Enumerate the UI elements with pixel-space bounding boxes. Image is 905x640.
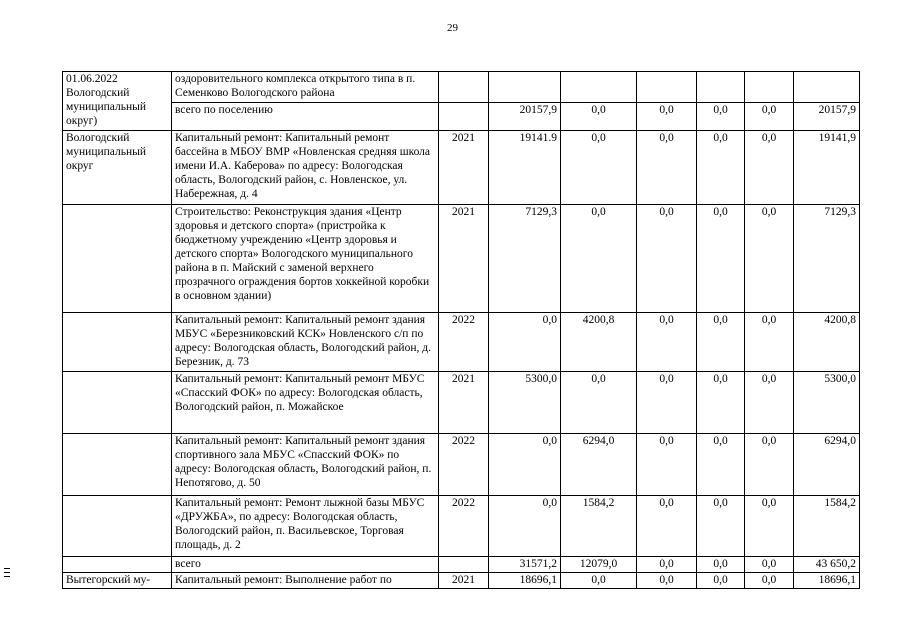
value-cell: 0,0 [561,573,637,589]
value-cell: 0,0 [745,496,794,557]
value-cell: 0,0 [637,131,697,205]
value-cell: 0,0 [697,557,745,573]
total-cell: 19141,9 [794,131,860,205]
year-cell: 2022 [439,313,489,372]
value-cell: 0,0 [637,205,697,313]
description-cell: Капитальный ремонт: Капитальный ремонт здания МБУС «Березниковский КСК» Новленского с/п по адресу: Вологодская область, Вологодский район, д. Березник, д. 73 [172,313,439,372]
total-cell: 7129,3 [794,205,860,313]
description-cell: Строительство: Реконструкция здания «Центр здоровья и детского спорта» (пристройка к бюджетному учреждению «Центр здоровья и детского спорта» Вологодского муниципального района в п. Майский с заменой верхнего прозрачного ограждения бортов хоккейной коробки в основном здании) [172,205,439,313]
value-cell: 0,0 [745,131,794,205]
total-cell: 18696,1 [794,573,860,589]
year-cell: 2022 [439,434,489,496]
district-cell: 01.06.2022 Вологодский муниципальный округ) [63,72,172,131]
total-cell: 1584,2 [794,496,860,557]
table-row [63,496,860,557]
value-cell: 0,0 [697,103,745,131]
value-cell: 0,0 [697,573,745,589]
value-cell: 1584,2 [561,496,637,557]
table-row [63,557,860,573]
value-cell: 0,0 [637,434,697,496]
value-cell: 0,0 [697,496,745,557]
value-cell: 0,0 [745,434,794,496]
value-cell: 6294,0 [561,434,637,496]
district-cell: Вологодский муниципальный округ [63,131,172,205]
table-row [63,573,860,589]
value-cell: 0,0 [697,372,745,434]
description-cell: оздоровительного комплекса открытого типа в п. Семенково Вологодского района [172,72,439,103]
year-cell [439,557,489,573]
value-cell: 31571,2 [489,557,561,573]
value-cell: 0,0 [637,573,697,589]
value-cell [637,72,697,103]
value-cell: 19141.9 [489,131,561,205]
value-cell: 0,0 [637,313,697,372]
value-cell: 0,0 [697,434,745,496]
year-cell: 2021 [439,573,489,589]
description-cell: Капитальный ремонт: Капитальный ремонт МБУС «Спасский ФОК» по адресу: Вологодская область, Вологодский район, п. Можайское [172,372,439,434]
table-row [63,103,860,131]
year-cell [439,72,489,103]
value-cell: 0,0 [697,205,745,313]
value-cell [489,72,561,103]
value-cell: 0,0 [561,205,637,313]
value-cell: 0,0 [561,103,637,131]
total-cell: 5300,0 [794,372,860,434]
total-cell: 20157,9 [794,103,860,131]
table-row [63,313,860,372]
district-cell [63,372,172,434]
table-row [63,131,860,205]
year-cell: 2021 [439,372,489,434]
table-row [63,72,860,103]
margin-marks [4,568,10,580]
value-cell: 0,0 [745,313,794,372]
district-cell [63,205,172,313]
table-row [63,205,860,313]
value-cell: 0,0 [637,372,697,434]
value-cell: 0,0 [745,573,794,589]
year-cell [439,103,489,131]
district-cell [63,496,172,557]
value-cell: 0,0 [697,131,745,205]
value-cell: 0,0 [697,313,745,372]
district-cell [63,313,172,372]
value-cell: 0,0 [489,313,561,372]
description-cell: Капитальный ремонт: Капитальный ремонт бассейна в МБОУ ВМР «Новленская средняя школа имени И.А. Каберова» по адресу: Вологодская область, Вологодский район, с. Новленское, ул. Набережная, д. 4 [172,131,439,205]
value-cell: 18696,1 [489,573,561,589]
total-cell [794,72,860,103]
value-cell: 0,0 [637,557,697,573]
value-cell: 7129,3 [489,205,561,313]
description-cell: Капитальный ремонт: Выполнение работ по [172,573,439,589]
value-cell [745,72,794,103]
description-cell: всего [172,557,439,573]
description-cell: всего по поселению [172,103,439,131]
value-cell: 0,0 [489,496,561,557]
budget-table [62,71,860,589]
district-cell [63,434,172,496]
table-row [63,372,860,434]
value-cell: 12079,0 [561,557,637,573]
description-cell: Капитальный ремонт: Ремонт лыжной базы МБУС «ДРУЖБА», по адресу: Вологодская область, Вологодский район, п. Васильевское, Торговая площадь, д. 2 [172,496,439,557]
page-number: 29 [447,22,458,34]
value-cell: 5300,0 [489,372,561,434]
year-cell: 2022 [439,496,489,557]
value-cell: 0,0 [561,131,637,205]
year-cell: 2021 [439,131,489,205]
value-cell [697,72,745,103]
value-cell: 0,0 [745,103,794,131]
value-cell: 0,0 [745,557,794,573]
value-cell [561,72,637,103]
value-cell: 20157,9 [489,103,561,131]
value-cell: 0,0 [637,496,697,557]
year-cell: 2021 [439,205,489,313]
value-cell: 0,0 [489,434,561,496]
total-cell: 4200,8 [794,313,860,372]
district-cell [63,557,172,573]
total-cell: 6294,0 [794,434,860,496]
value-cell: 0,0 [745,372,794,434]
value-cell: 0,0 [637,103,697,131]
district-cell: Вытегорский му- [63,573,172,589]
total-cell: 43 650,2 [794,557,860,573]
value-cell: 4200,8 [561,313,637,372]
table-row [63,434,860,496]
description-cell: Капитальный ремонт: Капитальный ремонт здания спортивного зала МБУС «Спасский ФОК» по адресу: Вологодская область, Вологодский район, п. Непотягово, д. 50 [172,434,439,496]
value-cell: 0,0 [745,205,794,313]
value-cell: 0,0 [561,372,637,434]
